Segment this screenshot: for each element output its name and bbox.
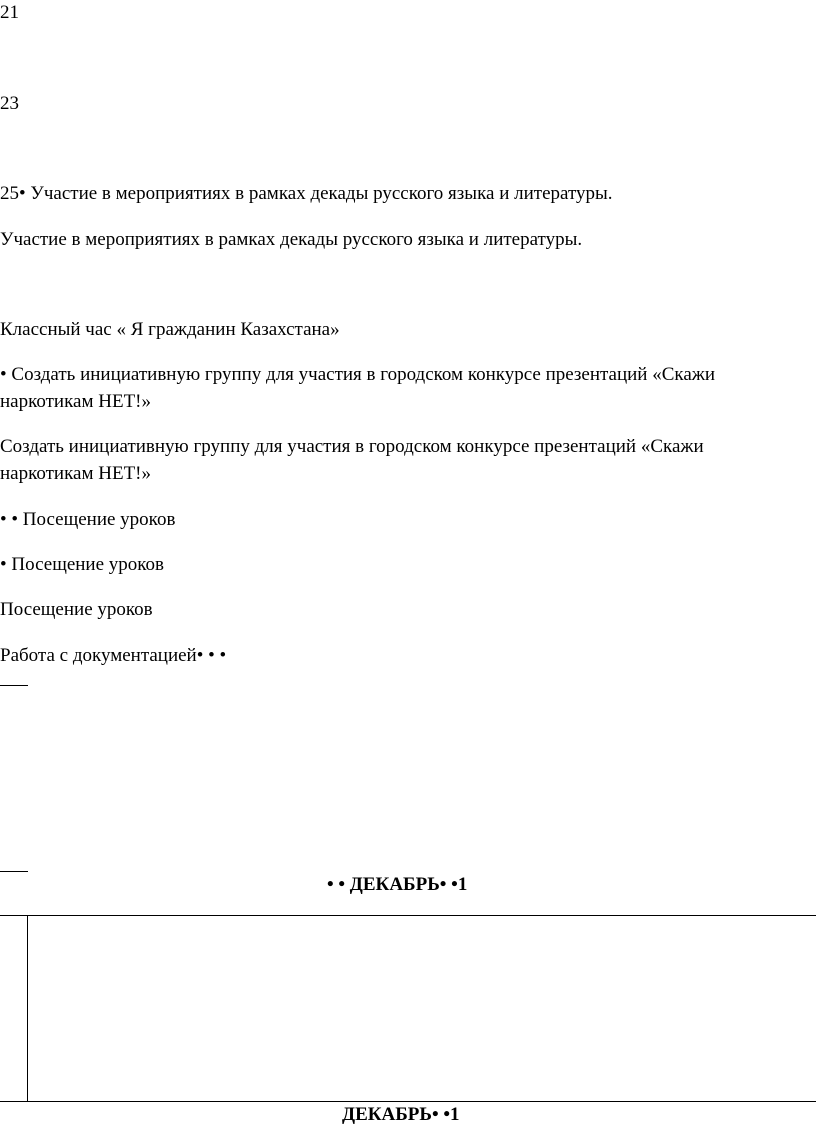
page-number-21: 21 (0, 2, 19, 23)
visit-lessons-double-bullet: • • Посещение уроков (0, 509, 176, 530)
short-rule-top (0, 685, 28, 686)
december-heading-top: • • ДЕКАБРЬ• •1 (327, 874, 468, 895)
participation-text: Участие в мероприятиях в рамках декады русского языка и литературы. (0, 229, 583, 250)
create-group-line2: наркотикам НЕТ!» (0, 463, 151, 484)
table-column-divider (27, 915, 28, 1102)
short-rule-bottom (0, 871, 28, 872)
table-top-border (0, 915, 816, 916)
item-25-participation: 25• Участие в мероприятиях в рамках декады русского языка и литературы. (0, 183, 613, 204)
visit-lessons-bullet: • Посещение уроков (0, 554, 165, 575)
table-bottom-border (0, 1101, 816, 1102)
class-hour-text: Классный час « Я гражданин Казахстана» (0, 319, 340, 340)
create-group-line1: Создать инициативную группу для участия в городском конкурсе презентаций «Скажи (0, 436, 704, 457)
create-group-bullet-line2: наркотикам НЕТ!» (0, 391, 151, 412)
documentation-work: Работа с документацией• • • (0, 645, 227, 666)
page-number-23: 23 (0, 93, 19, 114)
december-heading-bottom: ДЕКАБРЬ• •1 (342, 1104, 460, 1125)
visit-lessons-text: Посещение уроков (0, 599, 153, 620)
create-group-bullet-line1: • Создать инициативную группу для участия в городском конкурсе презентаций «Скажи (0, 364, 716, 385)
